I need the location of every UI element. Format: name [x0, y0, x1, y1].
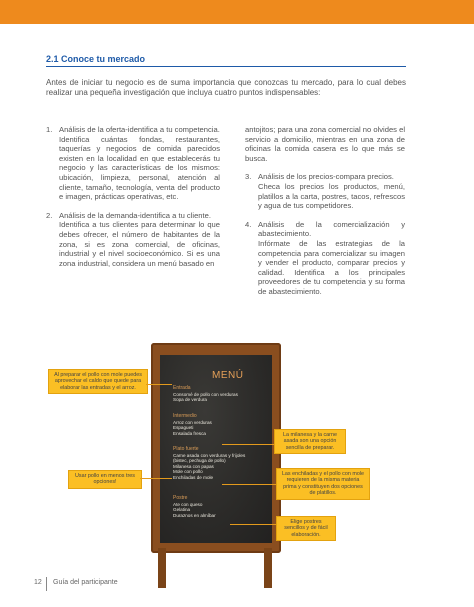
menu-title: MENÚ: [212, 370, 244, 381]
menu-section-entrada: [173, 386, 238, 403]
menu-item: Sopa de verdura: [173, 397, 207, 403]
item-body: Infórmate de las estrategias de la competencia para comercializar su imagen y vender el producto, comparar precios y calidad. Identifica a los principales proveedores de tu competencia y su forma de abastecimiento.: [258, 238, 405, 296]
title-rule: [46, 66, 406, 67]
callout-right-3: Elige postres sencillos y de fácil elaboración.: [276, 516, 336, 541]
menu-item: Consomé de pollo con verduras: [173, 391, 238, 397]
left-column: [46, 125, 220, 268]
menu-item: (bistec, pechuga de pollo): [173, 458, 226, 464]
intro-paragraph: Antes de iniciar tu negocio es de suma importancia que conozcas tu mercado, para lo cual debes realizar una pequeña investigación que incluya cuatro puntos indispensables:: [46, 78, 406, 97]
item-title: Análisis de los precios-compara precios.: [258, 172, 394, 182]
menu-item: Ensalada fresca: [173, 430, 206, 436]
callout-left-bottom: Usar pollo en menos tres opciones!: [68, 470, 142, 489]
item-body: Identifica a tus clientes para determinar lo que debes ofrecer, el número de habitantes de la zona, si es zona comercial, de oficinas, industrial y el nivel socioeconómico. Si es una zona industrial, considera un menú basado en: [59, 220, 220, 268]
page-number: 12: [34, 579, 42, 586]
menu-item: Arroz con verduras: [173, 419, 212, 425]
menu-item: Enchiladas de mole: [173, 474, 214, 480]
menu-item: Mole con pollo: [173, 469, 203, 475]
callout-left-top: Al preparar el pollo con mole puedes aprovechar el caldo que quede para elaborar las entradas y el arroz.: [48, 369, 148, 394]
menu-item: Gelatina: [173, 507, 191, 513]
board-leg-right: [264, 548, 272, 588]
item-number: 4.: [245, 219, 252, 229]
callout-arrow: [222, 484, 276, 485]
footer-label: Guía del participante: [53, 579, 118, 586]
callout-arrow: [222, 444, 274, 445]
callout-arrow: [140, 478, 172, 479]
menu-item: Milanesa con papas: [173, 463, 214, 469]
list-item-4: [245, 220, 405, 239]
item-body-continued: antojitos; para una zona comercial no olvides el servicio a domicilio, mientras en una zona de oficinas la comida casera es lo que más se busca.: [245, 125, 405, 163]
menu-section-intermedio: [173, 414, 212, 436]
section-title: 2.1 Conoce tu mercado: [46, 54, 146, 64]
callout-arrow: [146, 384, 172, 385]
board-leg-left: [158, 548, 166, 588]
menu-section-name: Postre: [173, 495, 188, 501]
menu-item: Carne asada con verduras y frijoles: [173, 452, 246, 458]
callout-arrow: [230, 524, 276, 525]
callout-right-2: Las enchiladas y el pollo con mole requieren de la misma materia prima y constituyen dos opciones de platillos.: [276, 468, 370, 500]
menu-section-name: Intermedio: [173, 413, 197, 419]
item-body: Checa los precios los productos, menú, platillos a la carta, postres, tacos, refrescos y agua de tus competidores.: [258, 181, 405, 211]
callout-right-1: La milanesa y la carne asada son una opción sencilla de preparar.: [274, 429, 346, 454]
list-item-3: [245, 172, 405, 182]
menu-item: Duraznos en almíbar: [173, 512, 216, 518]
item-body: Identifica cuántas fondas, restaurantes, taquerías y negocios de comida parecidos existen en la localidad en que establecerás tu negocio y las características de los mismos: ubicación, limpieza, personal, atención al cliente, tamaño, tecnología, venta del producto e imagen, prácticas operativas, etc.: [59, 134, 220, 202]
item-number: 2.: [46, 210, 53, 220]
item-title: Análisis de la demanda-identifica a tu cliente.: [59, 210, 211, 220]
menu-item: Ate con queso: [173, 501, 203, 507]
right-column: [245, 125, 405, 297]
top-color-band: [0, 0, 474, 24]
item-number: 3.: [245, 172, 252, 182]
item-title: Análisis de la comercialización y abastecimiento.: [258, 219, 405, 239]
list-item-1: [46, 125, 220, 135]
item-title: Análisis de la oferta-identifica a tu competencia.: [59, 125, 220, 134]
menu-item: Espagueti: [173, 425, 194, 431]
menu-section-plato-fuerte: [173, 447, 245, 481]
menu-section-name: Plato fuerte: [173, 446, 199, 452]
menu-section-postre: [173, 496, 216, 518]
list-item-2: [46, 211, 220, 221]
item-number: 1.: [46, 125, 53, 134]
menu-section-name: Entrada: [173, 385, 191, 391]
footer-divider: [46, 577, 47, 591]
